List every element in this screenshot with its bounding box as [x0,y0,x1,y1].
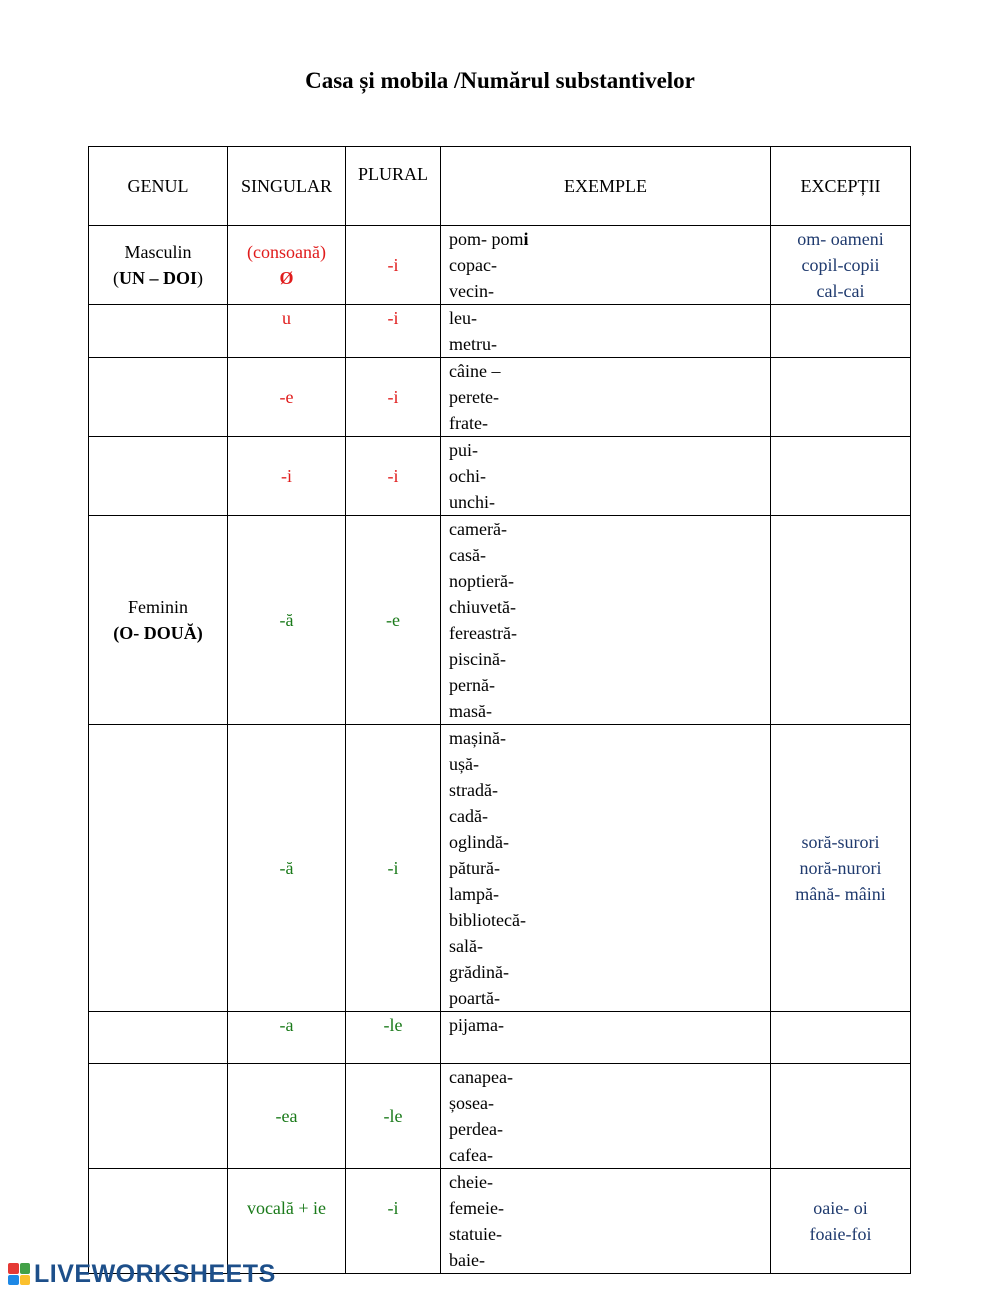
examples-cell [441,1012,771,1064]
example-item: metru- [449,334,497,354]
example-item: bibliotecă- [449,910,526,930]
exception-item: mână- mâini [795,884,886,904]
header-plural: PLURAL [346,147,441,226]
example-item: chiuvetă- [449,597,516,617]
gender-article: (UN – DOI) [112,268,203,288]
example-item: stradă- [449,780,498,800]
exception-item: cal-cai [816,281,865,301]
example-item: piscină- [449,649,506,669]
table-row [89,516,911,725]
gender-cell [89,226,228,305]
singular-cell: u [228,305,346,358]
example-item: câine – [449,361,501,381]
exceptions-cell [771,358,911,437]
example-item: casă- [449,545,486,565]
plural-cell: -e [346,516,441,725]
exceptions-cell [771,516,911,725]
plural-cell: -i [346,1169,441,1274]
example-item: cadă- [449,806,488,826]
table-row [89,437,911,516]
example-item: sală- [449,936,483,956]
singular-cell: vocală + ie [228,1169,346,1274]
gender-cell [89,358,228,437]
exception-item: copil-copii [801,255,880,275]
singular-cell: -a [228,1012,346,1064]
logo-square-red [8,1263,19,1274]
gender-cell [89,437,228,516]
plural-cell: -le [346,1064,441,1169]
plural-cell: -i [346,725,441,1012]
example-item: pătură- [449,858,500,878]
example-item: oglindă- [449,832,509,852]
example-item: pui- [449,440,478,460]
exception-item: om- oameni [797,229,884,249]
example-item: fereastră- [449,623,517,643]
exceptions-cell [771,1064,911,1169]
singular-cell [228,226,346,305]
logo-square-green [20,1263,31,1274]
exceptions-cell [771,1012,911,1064]
singular-cell: -i [228,437,346,516]
example-item: cameră- [449,519,507,539]
example-item: perete- [449,387,499,407]
example-item: femeie- [449,1198,504,1218]
singular-ending-null: Ø [279,268,294,288]
example-item: leu- [449,308,477,328]
example-item: masă- [449,701,492,721]
liveworksheets-logo-text: LIVEWORKSHEETS [34,1259,276,1288]
examples-cell [441,1064,771,1169]
example-item: pijama- [449,1015,504,1035]
exceptions-cell [771,1169,911,1274]
exception-item: noră-nurori [799,858,882,878]
plural-cell: -i [346,437,441,516]
singular-cell: -e [228,358,346,437]
gender-cell [89,1064,228,1169]
example-item: cheie- [449,1172,493,1192]
example-item: perdea- [449,1119,503,1139]
example-item: poartă- [449,988,500,1008]
plural-cell: -i [346,358,441,437]
exceptions-cell [771,226,911,305]
gender-article: (O- DOUĂ) [113,623,203,643]
gender-label: Masculin [124,242,192,262]
gender-cell [89,516,228,725]
header-genul: GENUL [89,147,228,226]
header-exceptii: EXCEPȚII [771,147,911,226]
example-item: unchi- [449,492,495,512]
table-row [89,1012,911,1064]
examples-cell [441,437,771,516]
examples-cell [441,725,771,1012]
gender-label: Feminin [127,597,188,617]
exception-item: foaie-foi [809,1224,872,1244]
examples-cell [441,226,771,305]
table-row [89,305,911,358]
examples-cell [441,516,771,725]
gender-cell [89,1012,228,1064]
header-row [89,147,911,226]
singular-cell: -ea [228,1064,346,1169]
table-row [89,226,911,305]
singular-cell: -ă [228,725,346,1012]
example-item: noptieră- [449,571,514,591]
table-row [89,1064,911,1169]
example-item: frate- [449,413,488,433]
table-row [89,1169,911,1274]
gender-cell [89,725,228,1012]
example-item: statuie- [449,1224,502,1244]
liveworksheets-logo [8,1260,276,1288]
example-item: baie- [449,1250,485,1270]
liveworksheets-logo-icon [8,1263,30,1285]
example-item: vecin- [449,281,494,301]
exception-item: oaie- oi [813,1198,868,1218]
gender-cell [89,305,228,358]
exceptions-cell [771,305,911,358]
logo-square-blue [8,1275,19,1286]
header-exemple: EXEMPLE [441,147,771,226]
example-item: pernă- [449,675,495,695]
noun-number-table [88,146,911,1274]
example-item: șosea- [449,1093,494,1113]
singular-cell: -ă [228,516,346,725]
table-row [89,358,911,437]
table-row [89,725,911,1012]
page-title: Casa și mobila /Numărul substantivelor [305,68,695,93]
logo-square-yellow [20,1275,31,1286]
plural-cell: -le [346,1012,441,1064]
example-item: canapea- [449,1067,513,1087]
singular-ending: (consoană) [247,242,326,262]
plural-cell: -i [346,226,441,305]
example-item: copac- [449,255,497,275]
example-item: pom- pomi [449,229,529,249]
example-item: ochi- [449,466,486,486]
example-item: grădină- [449,962,509,982]
example-item: mașină- [449,728,506,748]
example-item: ușă- [449,754,479,774]
gender-cell [89,1169,228,1274]
example-item: cafea- [449,1145,493,1165]
examples-cell [441,305,771,358]
exceptions-cell [771,437,911,516]
examples-cell [441,358,771,437]
example-item: lampă- [449,884,499,904]
examples-cell [441,1169,771,1274]
header-singular: SINGULAR [228,147,346,226]
plural-cell: -i [346,305,441,358]
exception-item: soră-surori [801,832,880,852]
exceptions-cell [771,725,911,1012]
